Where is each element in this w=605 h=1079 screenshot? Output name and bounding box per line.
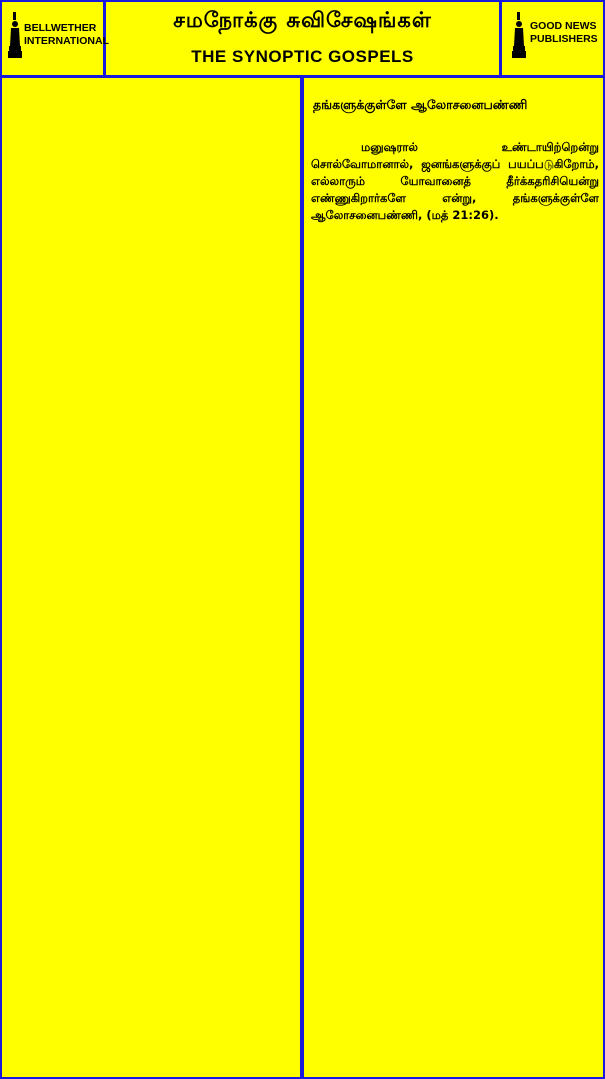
good-news-logo xyxy=(499,0,605,75)
page-title-tamil: சமநோக்கு சுவிசேஷங்கள் xyxy=(173,8,432,32)
left-column xyxy=(6,84,296,1074)
bellwether-logo xyxy=(0,0,109,75)
bellwether-logo-line1: BELLWETHER xyxy=(24,22,97,34)
section-heading: தங்களுக்குள்ளே ஆலோசனைபண்ணி xyxy=(313,97,528,112)
page-header xyxy=(0,0,605,78)
good-news-logo-line2: PUBLISHERS xyxy=(530,33,598,45)
page-title-english: THE SYNOPTIC GOSPELS xyxy=(191,47,414,66)
good-news-logo-line1: GOOD NEWS xyxy=(530,20,597,32)
statue-icon xyxy=(8,12,22,58)
bellwether-logo-line2: INTERNATIONAL xyxy=(24,35,109,47)
statue-icon xyxy=(512,12,526,58)
scripture-quote: மனுஷரால் உண்டாயிற்றென்று சொல்வோமானால், ஜனங்களுக்குப் பயப்படுகிறோம், எல்லாரும் யோவானைத் தீர்க்கதரிசியென்று எண்ணுகிறார்களே என்று, தங்களுக்குள்ளே ஆலோசனைபண்ணி, (மத் 21:26). xyxy=(311,140,599,222)
right-column xyxy=(311,84,599,1074)
column-divider xyxy=(300,78,304,1079)
header-titles xyxy=(106,0,499,75)
